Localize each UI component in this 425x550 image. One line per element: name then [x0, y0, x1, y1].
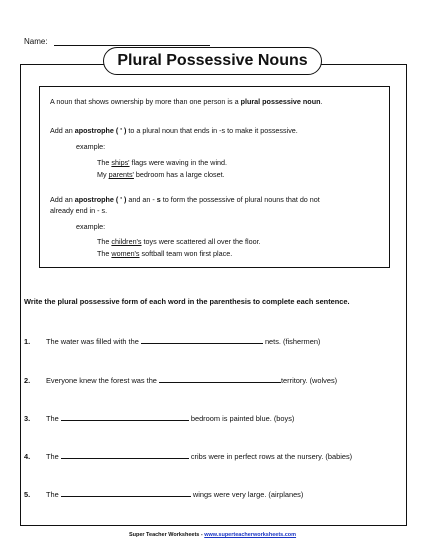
example-label-2: example:: [76, 222, 106, 231]
question-1: 1. The water was filled with the nets. (fishermen): [24, 337, 321, 346]
definition: A noun that shows ownership by more than one person is a plural possessive noun.: [50, 97, 323, 106]
answer-blank-3[interactable]: [61, 413, 189, 421]
example-label-1: example:: [76, 142, 106, 151]
rules-box: [39, 86, 390, 268]
answer-blank-1[interactable]: [141, 336, 263, 344]
instructions: Write the plural possessive form of each word in the parenthesis to complete each sentence.: [24, 297, 350, 306]
answer-blank-5[interactable]: [61, 489, 191, 497]
rule-2: Add an apostrophe ( ' ) and an - s to form the possessive of plural nouns that do not: [50, 195, 320, 204]
answer-blank-4[interactable]: [61, 451, 189, 459]
example-3: The children's toys were scattered all over the floor.: [97, 237, 261, 246]
example-4: The women's softball team won first place.: [97, 249, 233, 258]
page-title: Plural Possessive Nouns: [103, 47, 322, 75]
name-line[interactable]: [54, 37, 210, 46]
footer-brand: Super Teacher Worksheets: [128, 532, 200, 538]
rule-1: Add an apostrophe ( ' ) to a plural noun that ends in -s to make it possessive.: [50, 126, 298, 135]
question-3: 3. The bedroom is painted blue. (boys): [24, 414, 295, 423]
footer: Super Teacher Worksheets - www.superteacherworksheets.com: [128, 532, 297, 538]
rule-2-line-2: already end in - s.: [50, 206, 108, 215]
question-4: 4. The cribs were in perfect rows at the nursery. (babies): [24, 452, 353, 461]
example-1: The ships' flags were waving in the wind.: [97, 158, 228, 167]
name-field: [24, 37, 210, 46]
question-5: 5. The wings were very large. (airplanes): [24, 490, 304, 499]
answer-blank-2[interactable]: [159, 375, 281, 383]
question-2: 2. Everyone knew the forest was the territory. (wolves): [24, 376, 338, 385]
name-label: Name:: [24, 37, 48, 46]
footer-link[interactable]: www.superteacherworksheets.com: [204, 532, 297, 538]
example-2: My parents' bedroom has a large closet.: [97, 170, 225, 179]
